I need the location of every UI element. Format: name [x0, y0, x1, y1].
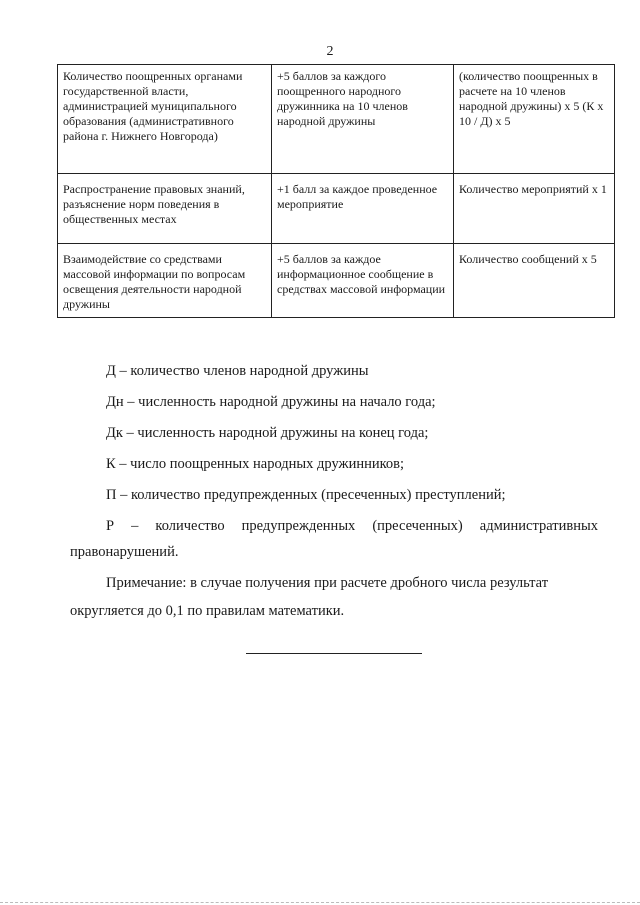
points-cell: +5 баллов за каждое информационное сообщение в средствах массовой информации [272, 244, 454, 318]
indicator-cell: Распространение правовых знаний, разъяснение норм поведения в общественных местах [58, 174, 272, 244]
table-row [58, 174, 615, 244]
note-text: Примечание: в случае получения при расчете дробного числа результат [106, 575, 549, 591]
page-number: 2 [326, 44, 334, 59]
end-divider [246, 653, 422, 654]
definition-dk: Дк – численность народной дружины на конец года; [106, 425, 429, 441]
table-row [58, 65, 615, 174]
indicator-cell: Количество поощренных органами государственной власти, администрацией муниципального образования (административного района г. Нижнего Новгорода) [58, 65, 272, 174]
definition-d: Д – количество членов народной дружины [106, 363, 369, 379]
scan-edge-line [0, 902, 640, 903]
definition-k: К – число поощренных народных дружинников; [106, 456, 405, 472]
criteria-table [57, 64, 615, 318]
formula-cell: Количество сообщений х 5 [454, 244, 615, 318]
formula-cell: (количество поощренных в расчете на 10 членов народной дружины) х 5 (К х 10 / Д) х 5 [454, 65, 615, 174]
definition-r: Р – количество предупрежденных (пресеченных) административных [106, 518, 598, 534]
definition-p: П – количество предупрежденных (пресеченных) преступлений; [106, 487, 506, 503]
note-continuation: округляется до 0,1 по правилам математики. [70, 603, 345, 619]
formula-cell: Количество мероприятий х 1 [454, 174, 615, 244]
definition-r-continuation: правонарушений. [70, 544, 179, 560]
table-row [58, 244, 615, 318]
definitions-block [70, 362, 598, 620]
definition-dn: Дн – численность народной дружины на начало года; [106, 394, 436, 410]
indicator-cell: Взаимодействие со средствами массовой информации по вопросам освещения деятельности народной дружины [58, 244, 272, 318]
points-cell: +5 баллов за каждого поощренного народного дружинника на 10 членов народной дружины [272, 65, 454, 174]
points-cell: +1 балл за каждое проведенное мероприятие [272, 174, 454, 244]
